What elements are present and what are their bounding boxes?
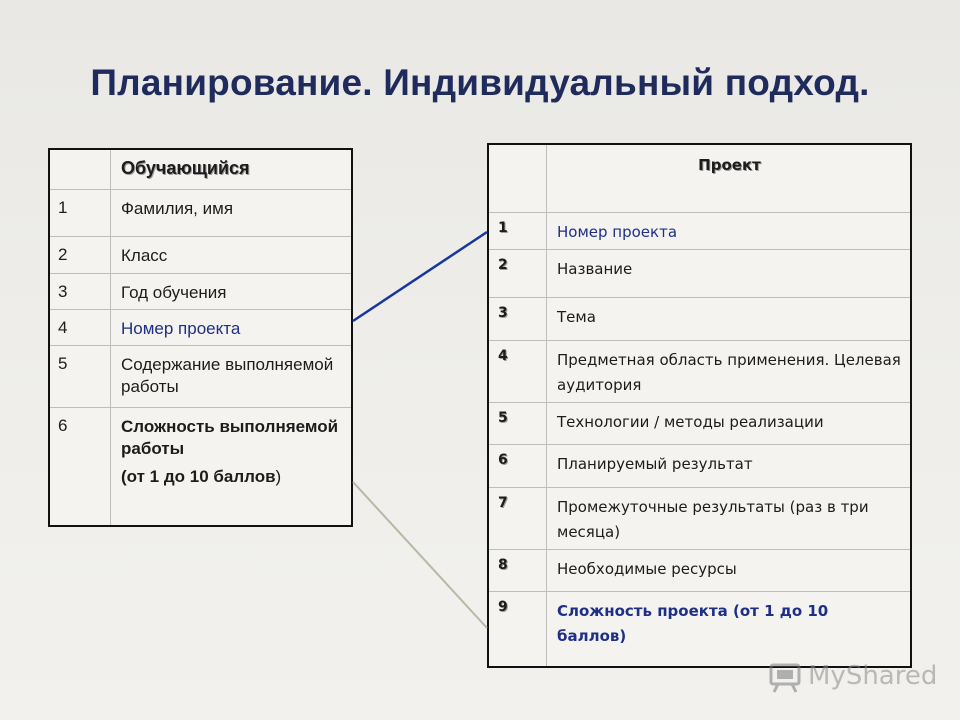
row-number: 4: [488, 340, 547, 402]
row-number: 3: [488, 297, 547, 340]
row-number: 1: [488, 212, 547, 249]
row-text: Предметная область применения. Целевая аудитория: [547, 340, 912, 402]
row-number: 6: [488, 444, 547, 487]
row-number: 2: [49, 237, 111, 274]
row-text: Год обучения: [111, 274, 353, 310]
project-complexity-field: Сложность проекта (от 1 до 10 баллов): [547, 591, 912, 667]
row-number: 4: [49, 310, 111, 346]
watermark: [768, 658, 937, 694]
projector-icon: [768, 659, 802, 693]
row-number: 7: [488, 487, 547, 549]
row-text: Технологии / методы реализации: [547, 402, 912, 444]
project-table-header: Проект: [547, 144, 912, 212]
row-number: 8: [488, 549, 547, 591]
row-number: 2: [488, 249, 547, 297]
row-number: 9: [488, 591, 547, 667]
row-number: 5: [49, 346, 111, 408]
project-number-field: Номер проекта: [547, 212, 912, 249]
complexity-label: Сложность выполняемой работы: [121, 417, 339, 458]
complexity-range-text: (от 1 до 10 баллов: [121, 467, 276, 486]
row-text: Фамилия, имя: [111, 190, 353, 237]
row-number: 6: [49, 408, 111, 526]
row-text: Класс: [111, 237, 353, 274]
student-table-header: Обучающийся: [111, 149, 353, 190]
row-text: Планируемый результат: [547, 444, 912, 487]
row-text: Необходимые ресурсы: [547, 549, 912, 591]
complexity-connector: [353, 482, 487, 628]
row-text: Название: [547, 249, 912, 297]
complexity-range-end: ): [275, 467, 282, 486]
row-number: 1: [49, 190, 111, 237]
slide-title: Планирование. Индивидуальный подход.: [90, 62, 870, 103]
row-number: 3: [49, 274, 111, 310]
watermark-text: MyShared: [808, 661, 938, 691]
row-text: Промежуточные результаты (раз в три месяца): [547, 487, 912, 549]
project-number-link: Номер проекта: [111, 310, 353, 346]
row-number: 5: [488, 402, 547, 444]
project-number-connector: [353, 232, 487, 321]
row-text: Тема: [547, 297, 912, 340]
row-text: Содержание выполняемой работы: [111, 346, 353, 408]
